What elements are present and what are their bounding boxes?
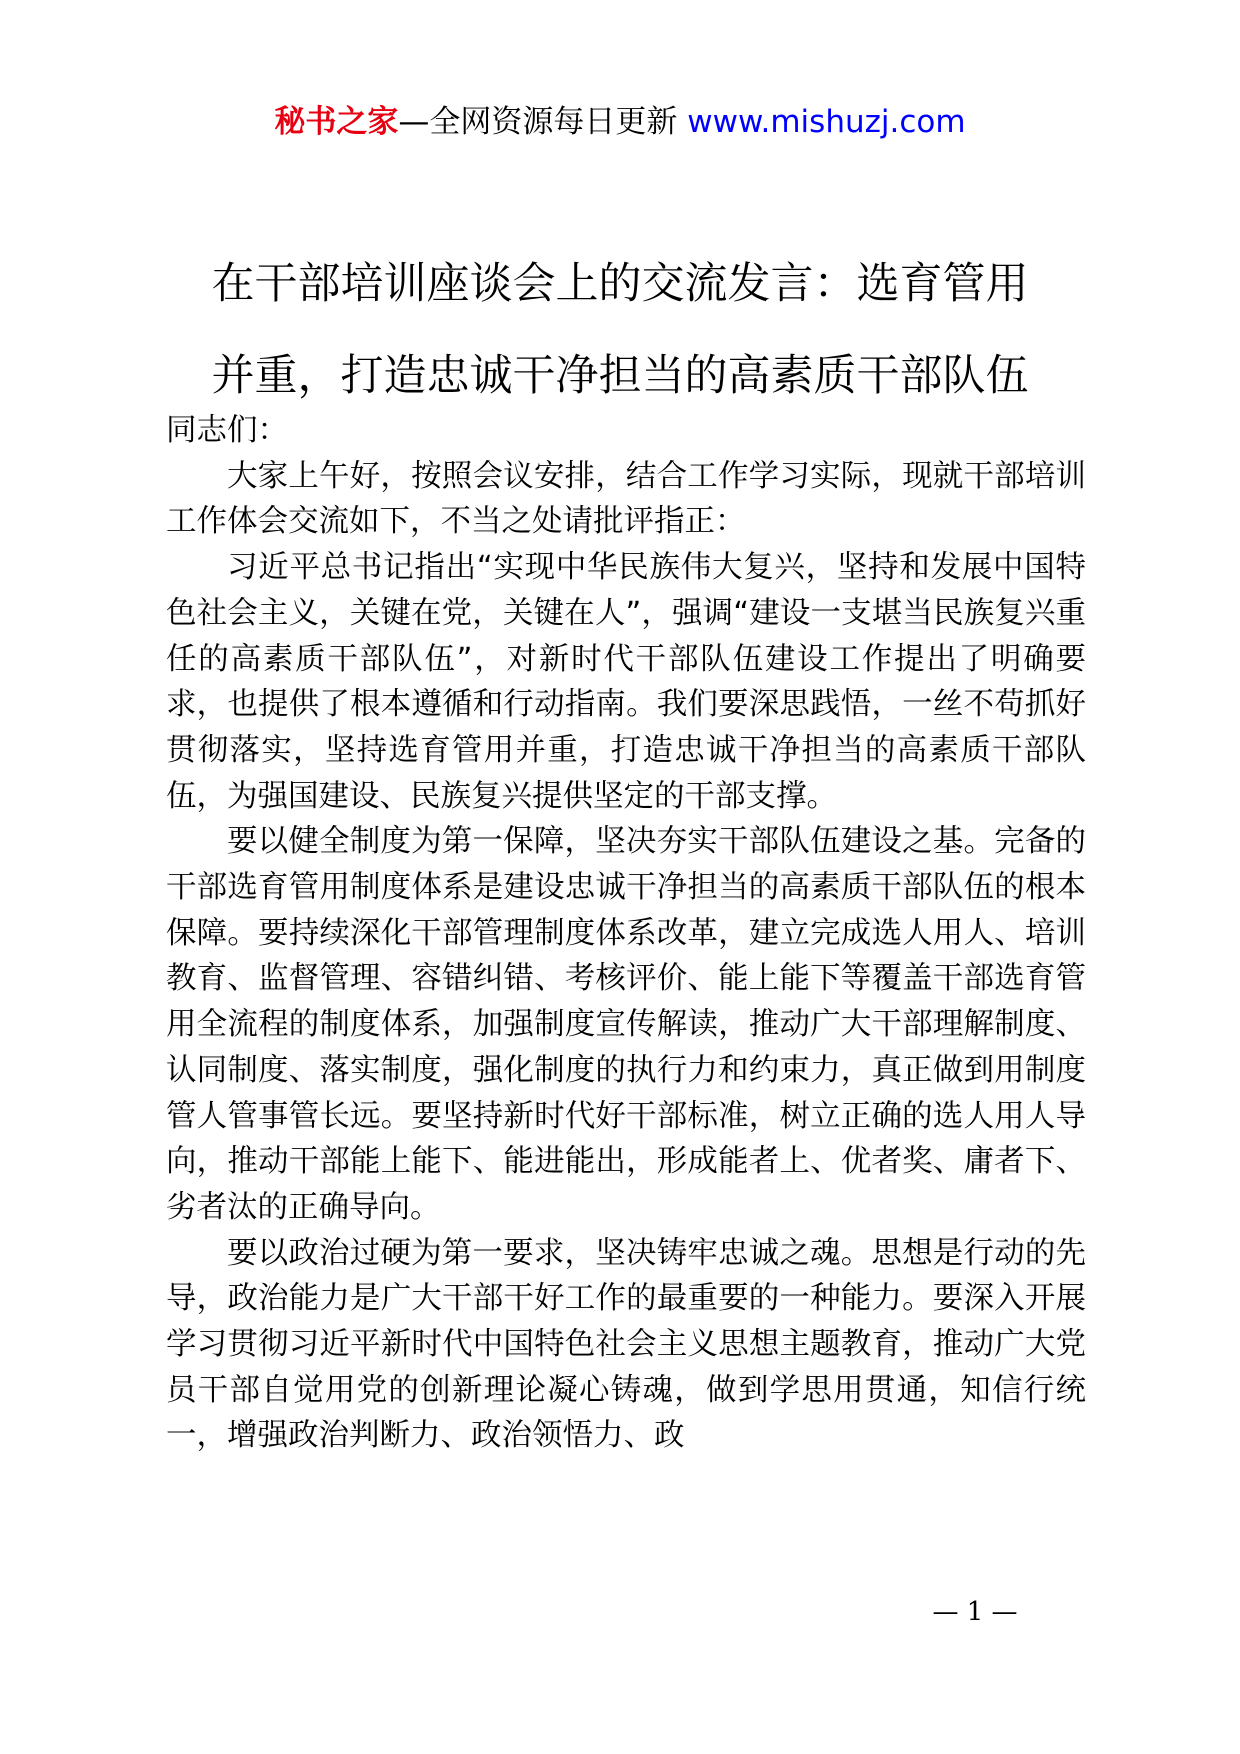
body-paragraph-2: 习近平总书记指出“实现中华民族伟大复兴，坚持和发展中国特色社会主义，关键在党，关键在人”，强调“建设一支堪当民族复兴重任的高素质干部队伍”，对新时代干部队伍建设工作提出了明确要求，也提供了根本遵循和行动指南。我们要深思践悟，一丝不苟抓好贯彻落实，坚持选育管用并重，打造忠诚干净担当的高素质干部队伍，为强国建设、民族复兴提供坚定的干部支撑。 bbox=[166, 550, 1086, 814]
body-paragraph-3: 要以健全制度为第一保障，坚决夯实干部队伍建设之基。完备的干部选育管用制度体系是建设忠诚干净担当的高素质干部队伍的根本保障。要持续深化干部管理制度体系改革，建立完成选人用人、培训教育、监督管理、容错纠错、考核评价、能上能下等覆盖干部选育管用全流程的制度体系，加强制度宣传解读，推动广大干部理解制度、认同制度、落实制度，强化制度的执行力和约束力，真正做到用制度管人管事管长远。要坚持新时代好干部标准，树立正确的选人用人导向，推动干部能上能下、能进能出，形成能者上、优者奖、庸者下、劣者汰的正确导向。 bbox=[166, 824, 1086, 1225]
document-title-line-2: 并重，打造忠诚干净担当的高素质干部队伍 bbox=[211, 351, 1029, 401]
document-body bbox=[166, 408, 1086, 1459]
site-url-link[interactable]: www.mishuzj.com bbox=[687, 104, 966, 140]
body-paragraph-4: 要以政治过硬为第一要求，坚决铸牢忠诚之魂。思想是行动的先导，政治能力是广大干部干好工作的最重要的一种能力。要深入开展学习贯彻习近平新时代中国特色社会主义思想主题教育，推动广大党员干部自觉用党的创新理论凝心铸魂，做到学思用贯通，知信行统一，增强政治判断力、政治领悟力、政 bbox=[166, 1235, 1086, 1454]
site-header bbox=[0, 100, 1240, 144]
page-number: — 1 — bbox=[932, 1597, 1018, 1627]
document-title-line-1: 在干部培训座谈会上的交流发言：选育管用 bbox=[211, 259, 1029, 309]
body-paragraph-1: 大家上午好，按照会议安排，结合工作学习实际，现就干部培训工作体会交流如下，不当之处请批评指正： bbox=[166, 458, 1086, 540]
document-title bbox=[120, 238, 1120, 422]
salutation: 同志们： bbox=[166, 413, 288, 448]
site-tagline: —全网资源每日更新 bbox=[398, 104, 688, 140]
site-brand: 秘书之家 bbox=[274, 104, 399, 140]
